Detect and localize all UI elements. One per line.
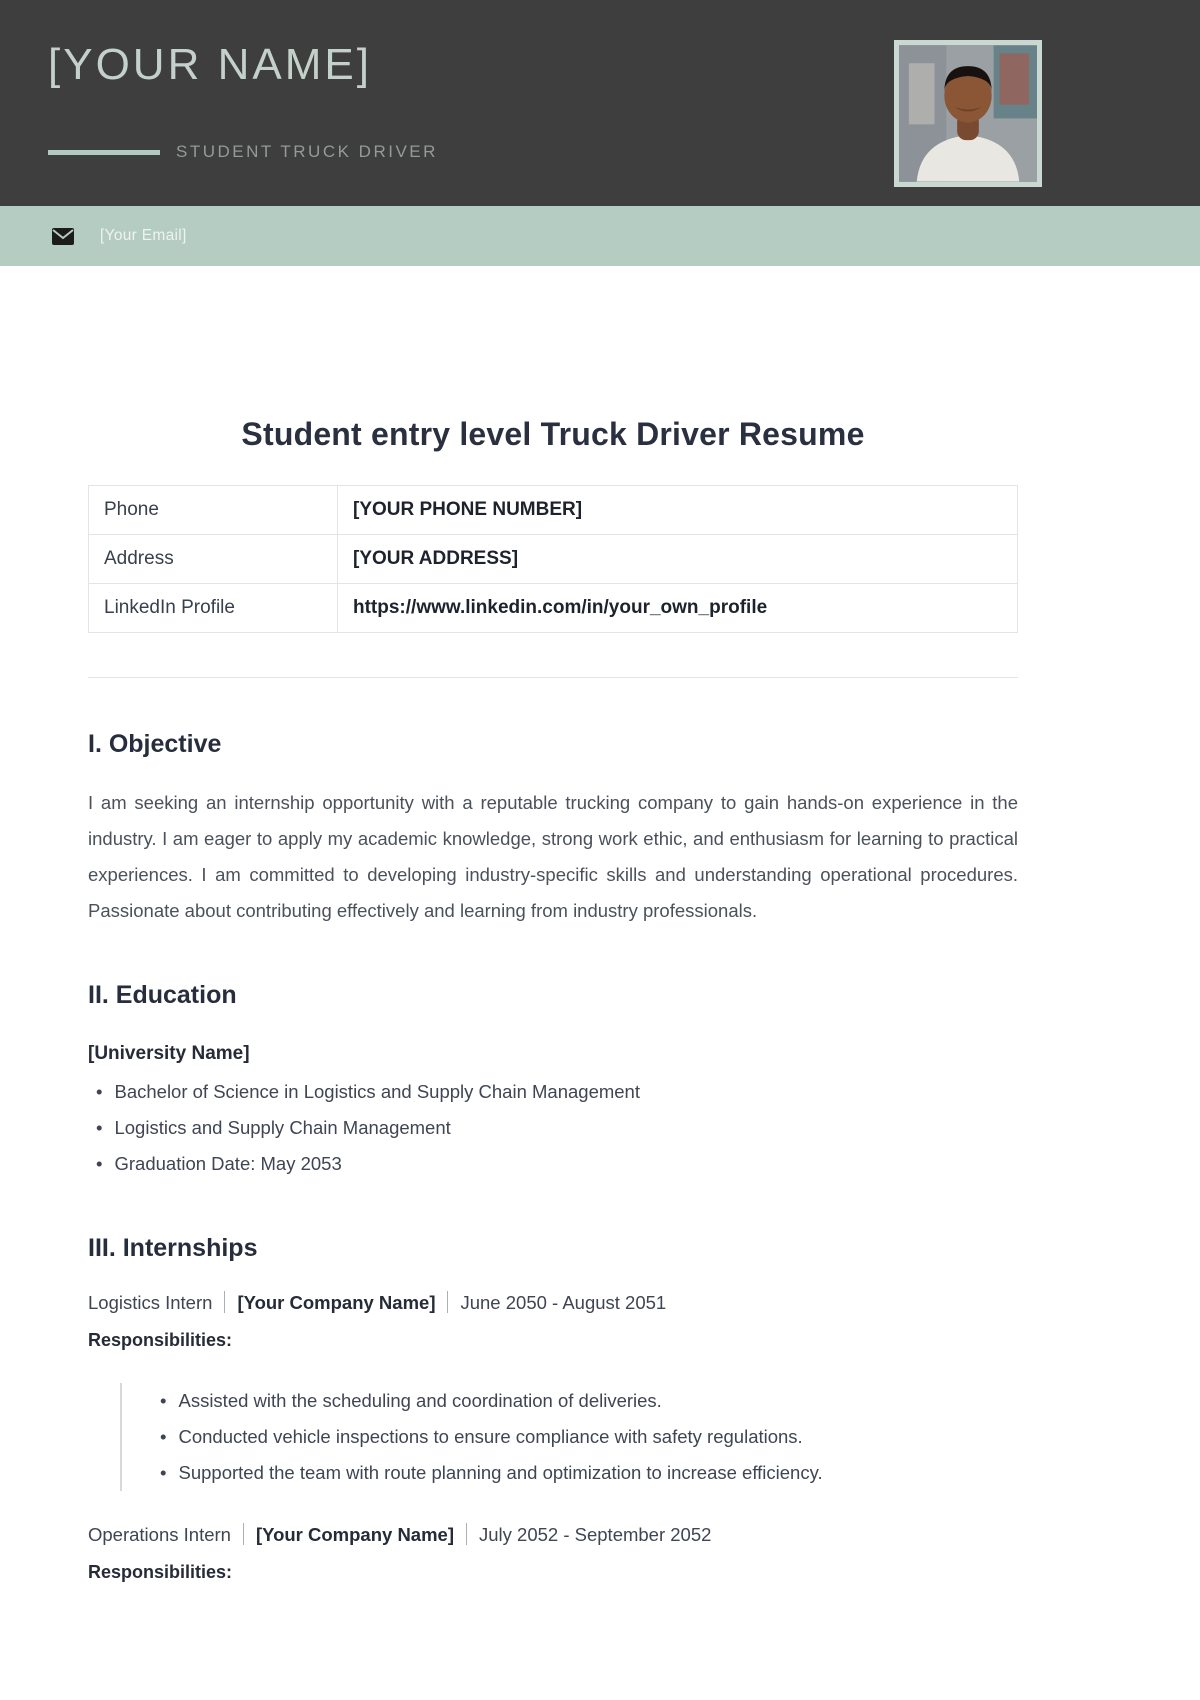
objective-heading: I. Objective [88,730,222,758]
job-role: Logistics Intern [88,1292,213,1313]
education-heading: II. Education [88,981,237,1009]
job-role: Operations Intern [88,1524,231,1545]
name-heading: [YOUR NAME] [48,40,372,89]
separator-bar [243,1523,244,1545]
responsibility-item: • Supported the team with route planning and optimization to increase efficiency. [160,1455,1018,1491]
job-title-line [88,1289,1018,1317]
job-subtitle: STUDENT TRUCK DRIVER [176,142,438,161]
separator-bar [224,1291,225,1313]
section-internships [88,1234,1018,1587]
job-title-line [88,1521,1018,1549]
contact-info-table [88,485,1018,633]
responsibilities-label: Responsibilities: [88,1562,233,1582]
separator-bar [447,1291,448,1313]
responsibility-item: • Assisted with the scheduling and coordination of deliveries. [160,1383,1018,1419]
education-item: • Logistics and Supply Chain Management [96,1110,1018,1146]
section-objective [88,730,1018,929]
profile-photo-image [899,45,1037,182]
responsibilities-label: Responsibilities: [88,1330,233,1350]
objective-text: I am seeking an internship opportunity with a reputable trucking company to gain hands-on experience in the industry. I am eager to apply my academic knowledge, strong work ethic, and enthusiasm for learning to practical experiences. I am committed to developing industry-specific skills and understanding operational procedures. Passionate about contributing effectively and learning from industry professionals. [88,792,1018,921]
info-label-linkedin: LinkedIn Profile [89,584,338,633]
responsibility-item: • Conducted vehicle inspections to ensure compliance with safety regulations. [160,1419,1018,1455]
job-company: [Your Company Name] [237,1292,436,1313]
info-label-phone: Phone [89,486,338,535]
internships-heading: III. Internships [88,1234,258,1262]
table-row-linkedin [89,584,1018,633]
education-item: • Bachelor of Science in Logistics and Supply Chain Management [96,1074,1018,1110]
section-divider [88,677,1018,678]
section-education [88,981,1018,1182]
info-label-address: Address [89,535,338,584]
email-icon [52,228,74,245]
accent-line [48,150,160,155]
table-row-address [89,535,1018,584]
table-row-phone [89,486,1018,535]
profile-photo [894,40,1042,187]
job-dates: July 2052 - September 2052 [479,1524,712,1545]
resume-title: Student entry level Truck Driver Resume [241,416,865,452]
job-entry-operations-intern [88,1521,1018,1587]
email-text: [Your Email] [100,227,187,244]
education-item: • Graduation Date: May 2053 [96,1146,1018,1182]
education-list [88,1074,1018,1182]
info-value-address: [YOUR ADDRESS] [338,535,1018,584]
job-entry-logistics-intern [88,1289,1018,1491]
university-name: [University Name] [88,1043,250,1064]
contact-bar [0,206,1200,266]
job-dates: June 2050 - August 2051 [460,1292,667,1313]
separator-bar [466,1523,467,1545]
info-value-linkedin-url: https://www.linkedin.com/in/your_own_profile [338,584,1018,633]
job-company: [Your Company Name] [255,1524,454,1545]
resume-body [88,416,1018,1587]
responsibilities-list [152,1383,1018,1491]
responsibilities-block [120,1383,1018,1491]
header [0,0,1200,206]
info-value-phone: [YOUR PHONE NUMBER] [338,486,1018,535]
